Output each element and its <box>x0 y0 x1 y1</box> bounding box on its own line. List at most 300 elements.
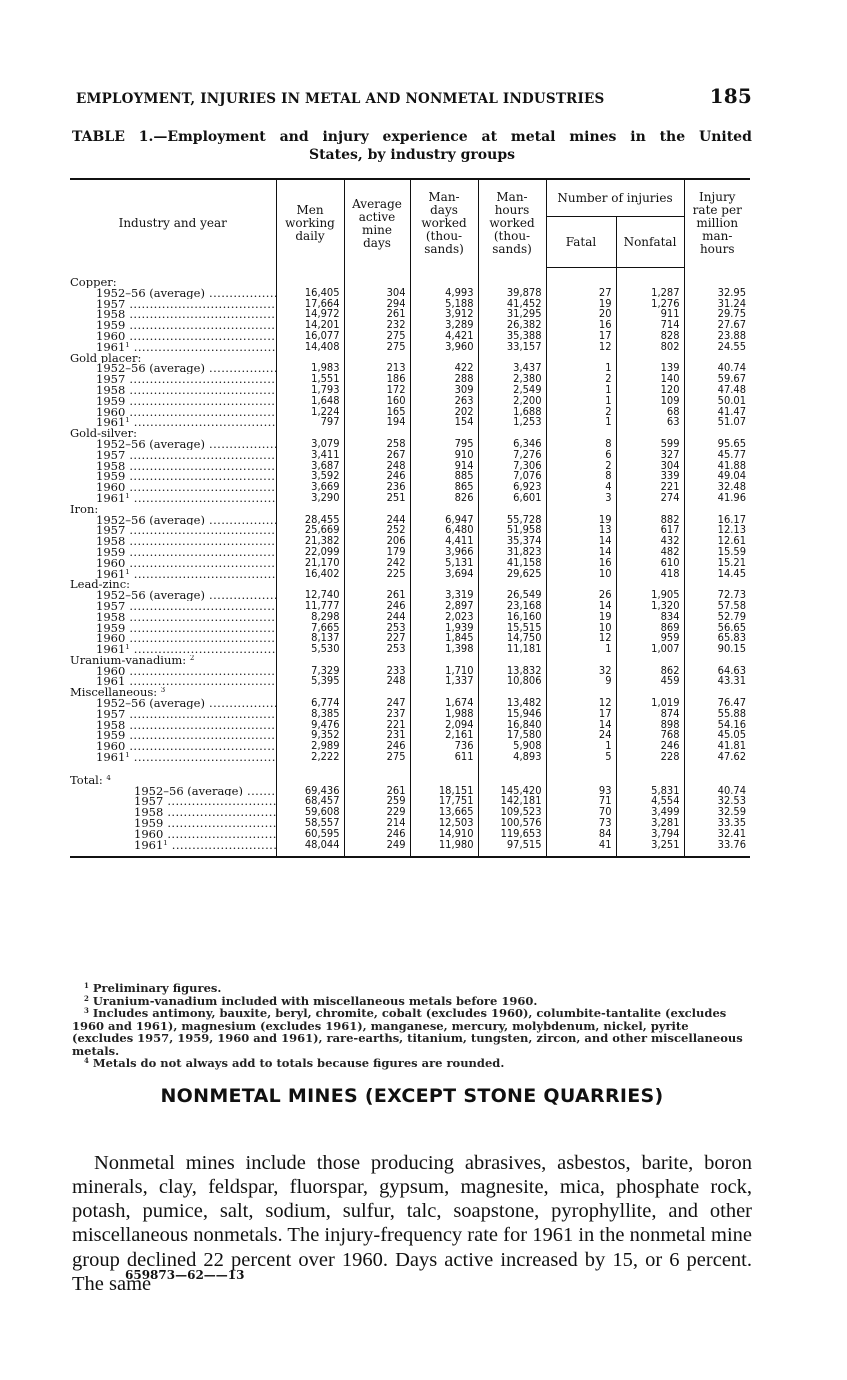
row-year: 1961 <box>96 568 126 580</box>
cell-fatal: 19 <box>546 299 616 310</box>
cell-mandays: 3,289 <box>410 320 478 331</box>
cell-manhours: 35,388 <box>478 331 546 342</box>
cell-rate: 54.16 <box>684 720 750 731</box>
cell-fatal: 27 <box>546 288 616 299</box>
row-year: 1960 <box>96 330 126 342</box>
cell-men: 16,402 <box>276 569 344 580</box>
row-year: 1958 <box>96 384 126 396</box>
cell-rate: 57.58 <box>684 601 750 612</box>
cell-fatal: 14 <box>546 720 616 731</box>
cell-rate: 29.75 <box>684 309 750 320</box>
leader-dots <box>163 807 276 818</box>
table-row <box>70 730 750 741</box>
cell-manhours: 14,750 <box>478 633 546 644</box>
cell-mandays: 1,845 <box>410 633 478 644</box>
running-head <box>76 84 752 108</box>
section-heading: NONMETAL MINES (EXCEPT STONE QUARRIES) <box>160 1085 664 1107</box>
cell-men: 16,077 <box>276 331 344 342</box>
footnote-ref: 3 <box>160 687 166 695</box>
cell-men: 3,079 <box>276 439 344 450</box>
cell-fatal: 8 <box>546 439 616 450</box>
table-caption-line1 <box>72 128 752 146</box>
leader-dots <box>130 569 276 580</box>
footnote-ref: 1 <box>125 492 130 500</box>
cell-nonfatal: 898 <box>616 720 684 731</box>
row-year: 1958 <box>96 719 126 731</box>
cell-nonfatal: 828 <box>616 331 684 342</box>
table-row <box>70 525 750 536</box>
cell-days: 252 <box>344 525 410 536</box>
cell-fatal: 16 <box>546 558 616 569</box>
cell-days: 244 <box>344 515 410 526</box>
cell-mandays: 6,947 <box>410 515 478 526</box>
cell-fatal: 2 <box>546 407 616 418</box>
cell-men: 2,222 <box>276 752 344 763</box>
cell-nonfatal: 617 <box>616 525 684 536</box>
cell-rate: 95.65 <box>684 439 750 450</box>
cell-manhours: 41,158 <box>478 558 546 569</box>
cell-manhours: 2,549 <box>478 385 546 396</box>
cell-mandays: 263 <box>410 396 478 407</box>
caption-word: mines <box>569 129 617 145</box>
cell-manhours: 26,382 <box>478 320 546 331</box>
cell-nonfatal: 3,251 <box>616 840 684 858</box>
cell-mandays: 3,960 <box>410 342 478 353</box>
cell-days: 258 <box>344 439 410 450</box>
cell-mandays: 1,939 <box>410 623 478 634</box>
cell-nonfatal: 1,320 <box>616 601 684 612</box>
cell-nonfatal: 221 <box>616 482 684 493</box>
leader-dots <box>125 720 276 731</box>
cell-mandays: 1,674 <box>410 698 478 709</box>
cell-mandays: 1,337 <box>410 676 478 687</box>
cell-fatal: 84 <box>546 829 616 840</box>
cell-rate: 27.67 <box>684 320 750 331</box>
row-year: 1961 <box>96 644 126 655</box>
row-year: 1952–56 (average) <box>96 287 205 299</box>
cell-nonfatal: 327 <box>616 450 684 461</box>
cell-fatal: 14 <box>546 547 616 558</box>
body-paragraph: Nonmetal mines include those producing abrasives, asbestos, barite, boron minerals, clay, feldspar, fluorspar, gypsum, magnesite, mica, phosphate rock, potash, pumice, salt, sodium, sulfur, talc, soapstone, pyrophyllite, and other miscellaneous nonmetals. The injury-frequency rate for 1961 in the nonmetal mine group declined 22 percent over 1960. Days active increased by 15, or 6 percent. The same <box>72 1151 752 1295</box>
row-year: 1961 <box>96 492 126 504</box>
cell-mandays: 154 <box>410 417 478 428</box>
header-men-working-daily: Men working daily <box>276 179 344 268</box>
cell-fatal: 12 <box>546 342 616 353</box>
footnote-mark: 2 <box>84 993 89 1003</box>
cell-men: 59,608 <box>276 807 344 818</box>
cell-rate: 76.47 <box>684 698 750 709</box>
cell-days: 206 <box>344 536 410 547</box>
cell-nonfatal: 911 <box>616 309 684 320</box>
cell-manhours: 26,549 <box>478 590 546 601</box>
table-row <box>70 752 750 763</box>
cell-fatal: 26 <box>546 590 616 601</box>
cell-fatal: 12 <box>546 698 616 709</box>
cell-manhours: 7,306 <box>478 461 546 472</box>
footnote-text: Uranium-vanadium included with miscellaneous metals before 1960. <box>92 993 538 1008</box>
leader-dots <box>125 547 276 558</box>
cell-mandays: 288 <box>410 374 478 385</box>
footnote-text: Includes antimony, bauxite, beryl, chromite, cobalt (excludes 1960), columbite-tantalite (excludes 1960 and 1961), magnesium (excludes 1961), manganese, mercury, molybdenum, nickel, pyrite (excludes 1957, 1959, 1960 and 1961), rare-earths, titanium, tungsten, zircon, and other miscellaneous metals. <box>72 1006 743 1058</box>
cell-nonfatal: 1,276 <box>616 299 684 310</box>
leader-dots <box>125 309 276 320</box>
leader-dots <box>125 623 276 634</box>
cell-days: 249 <box>344 840 410 858</box>
leader-dots <box>125 482 276 493</box>
cell-men: 1,648 <box>276 396 344 407</box>
row-year: 1961 <box>134 839 164 852</box>
category-row <box>70 277 750 288</box>
cell-days: 165 <box>344 407 410 418</box>
cell-days: 253 <box>344 644 410 655</box>
cell-mandays: 865 <box>410 482 478 493</box>
table-row <box>70 461 750 472</box>
cell-mandays: 736 <box>410 741 478 752</box>
cell-days: 231 <box>344 730 410 741</box>
cell-manhours: 23,168 <box>478 601 546 612</box>
cell-mandays: 17,751 <box>410 796 478 807</box>
cell-rate: 33.76 <box>684 840 750 858</box>
cell-manhours: 15,515 <box>478 623 546 634</box>
row-year: 1952–56 (average) <box>134 785 243 797</box>
leader-dots <box>163 829 276 840</box>
row-year: 1960 <box>134 828 164 840</box>
row-year: 1957 <box>96 449 126 461</box>
cell-men: 3,669 <box>276 482 344 493</box>
cell-rate: 12.13 <box>684 525 750 536</box>
table-row <box>70 818 750 829</box>
cell-rate: 32.59 <box>684 807 750 818</box>
row-year: 1957 <box>96 374 126 385</box>
category-row <box>70 504 750 515</box>
cell-fatal: 1 <box>546 385 616 396</box>
footnote <box>72 1007 752 1057</box>
cell-rate: 41.96 <box>684 493 750 504</box>
leader-dots <box>125 407 276 418</box>
footnote-ref: 1 <box>125 341 130 349</box>
cell-rate: 23.88 <box>684 331 750 342</box>
cell-nonfatal: 599 <box>616 439 684 450</box>
cell-fatal: 10 <box>546 569 616 580</box>
cell-rate: 41.47 <box>684 407 750 418</box>
cell-rate: 32.95 <box>684 288 750 299</box>
table-row <box>70 569 750 580</box>
cell-fatal: 70 <box>546 807 616 818</box>
caption-word: the <box>659 129 686 145</box>
cell-men: 1,224 <box>276 407 344 418</box>
page-number: 185 <box>709 84 752 108</box>
table-row <box>70 786 750 797</box>
leader-dots <box>205 288 276 299</box>
cell-manhours: 33,157 <box>478 342 546 353</box>
header-nonfatal: Nonfatal <box>616 217 684 268</box>
row-year: 1960 <box>96 633 126 645</box>
row-year: 1959 <box>134 818 164 829</box>
cell-nonfatal: 109 <box>616 396 684 407</box>
cell-fatal: 24 <box>546 730 616 741</box>
cell-days: 267 <box>344 450 410 461</box>
cell-mandays: 309 <box>410 385 478 396</box>
cell-rate: 59.67 <box>684 374 750 385</box>
cell-mandays: 14,910 <box>410 829 478 840</box>
table-row <box>70 623 750 634</box>
cell-manhours: 1,688 <box>478 407 546 418</box>
table-row <box>70 299 750 310</box>
leader-dots <box>163 818 276 829</box>
cell-rate: 43.31 <box>684 676 750 687</box>
cell-days: 237 <box>344 709 410 720</box>
row-year: 1959 <box>96 471 126 483</box>
employment-injury-table <box>70 178 750 858</box>
cell-manhours: 15,946 <box>478 709 546 720</box>
header-average-active-mine-days: Average active mine days <box>344 179 410 268</box>
cell-men: 69,436 <box>276 786 344 797</box>
cell-nonfatal: 959 <box>616 633 684 644</box>
printer-code: 659873—62——13 <box>125 1268 245 1282</box>
cell-manhours: 35,374 <box>478 536 546 547</box>
row-year: 1959 <box>96 320 126 331</box>
cell-rate: 32.48 <box>684 482 750 493</box>
cell-rate: 40.74 <box>684 786 750 797</box>
cell-rate: 15.59 <box>684 547 750 558</box>
footnote-ref: 2 <box>189 654 195 662</box>
cell-days: 247 <box>344 698 410 709</box>
cell-nonfatal: 140 <box>616 374 684 385</box>
cell-rate: 15.21 <box>684 558 750 569</box>
cell-nonfatal: 1,007 <box>616 644 684 655</box>
cell-men: 7,329 <box>276 666 344 677</box>
table-row <box>70 558 750 569</box>
cell-rate: 47.62 <box>684 752 750 763</box>
cell-rate: 12.61 <box>684 536 750 547</box>
table-row <box>70 536 750 547</box>
table-row <box>70 288 750 299</box>
cell-fatal: 14 <box>546 601 616 612</box>
leader-dots <box>125 601 276 612</box>
cell-men: 21,382 <box>276 536 344 547</box>
cell-days: 194 <box>344 417 410 428</box>
cell-days: 275 <box>344 331 410 342</box>
row-year: 1959 <box>96 395 126 407</box>
cell-days: 275 <box>344 752 410 763</box>
row-year: 1957 <box>96 525 126 537</box>
cell-men: 14,201 <box>276 320 344 331</box>
caption-word: United <box>698 129 752 145</box>
cell-men: 8,137 <box>276 633 344 644</box>
table-row <box>70 644 750 655</box>
table-row <box>70 320 750 331</box>
cell-days: 225 <box>344 569 410 580</box>
row-year: 1952–56 (average) <box>96 514 205 526</box>
cell-manhours: 1,253 <box>478 417 546 428</box>
footnote-ref: 1 <box>163 839 168 847</box>
cell-manhours: 13,832 <box>478 666 546 677</box>
cell-mandays: 4,421 <box>410 331 478 342</box>
row-year: 1960 <box>96 741 126 753</box>
table-header <box>70 179 750 268</box>
cell-fatal: 4 <box>546 482 616 493</box>
footnote-mark: 3 <box>84 1006 89 1015</box>
row-year: 1960 <box>96 557 126 569</box>
cell-days: 294 <box>344 299 410 310</box>
cell-days: 248 <box>344 676 410 687</box>
table-row <box>70 417 750 428</box>
cell-mandays: 2,023 <box>410 612 478 623</box>
caption-word: metal <box>510 129 556 145</box>
caption-word: and <box>279 129 309 145</box>
footnote-ref: 1 <box>125 417 130 425</box>
cell-fatal: 93 <box>546 786 616 797</box>
cell-mandays: 6,480 <box>410 525 478 536</box>
cell-days: 214 <box>344 818 410 829</box>
table-row <box>70 698 750 709</box>
table-row <box>70 407 750 418</box>
cell-men: 60,595 <box>276 829 344 840</box>
cell-manhours: 6,923 <box>478 482 546 493</box>
caption-word: 1.—Employment <box>138 129 266 145</box>
cell-mandays: 611 <box>410 752 478 763</box>
cell-mandays: 4,993 <box>410 288 478 299</box>
table-row <box>70 676 750 687</box>
cell-mandays: 3,966 <box>410 547 478 558</box>
leader-dots <box>125 612 276 623</box>
cell-fatal: 2 <box>546 461 616 472</box>
cell-manhours: 55,728 <box>478 515 546 526</box>
table-row <box>70 515 750 526</box>
cell-rate: 52.79 <box>684 612 750 623</box>
cell-nonfatal: 432 <box>616 536 684 547</box>
cell-nonfatal: 874 <box>616 709 684 720</box>
footnote-ref: 1 <box>125 644 130 652</box>
cell-rate: 64.63 <box>684 666 750 677</box>
category-row <box>70 428 750 439</box>
cell-rate: 47.48 <box>684 385 750 396</box>
cell-days: 233 <box>344 666 410 677</box>
cell-rate: 40.74 <box>684 363 750 374</box>
footnote-text: Preliminary figures. <box>92 981 222 995</box>
cell-fatal: 9 <box>546 676 616 687</box>
table-row <box>70 331 750 342</box>
footnote-ref: 1 <box>125 752 130 760</box>
cell-rate: 49.04 <box>684 471 750 482</box>
cell-rate: 33.35 <box>684 818 750 829</box>
cell-days: 251 <box>344 493 410 504</box>
cell-manhours: 29,625 <box>478 569 546 580</box>
cell-mandays: 2,094 <box>410 720 478 731</box>
cell-mandays: 5,131 <box>410 558 478 569</box>
cell-manhours: 2,380 <box>478 374 546 385</box>
cell-days: 246 <box>344 471 410 482</box>
row-year: 1952–56 (average) <box>96 363 205 375</box>
cell-days: 246 <box>344 829 410 840</box>
cell-fatal: 20 <box>546 309 616 320</box>
cell-rate: 90.15 <box>684 644 750 655</box>
header-injury-rate: Injury rate per million man- hours <box>684 179 750 268</box>
leader-dots <box>125 471 276 482</box>
table-row <box>70 396 750 407</box>
row-year: 1960 <box>96 665 126 677</box>
cell-mandays: 202 <box>410 407 478 418</box>
caption-word: injury <box>322 129 369 145</box>
table-row <box>70 342 750 353</box>
leader-dots <box>125 299 276 310</box>
cell-fatal: 6 <box>546 450 616 461</box>
category-row <box>70 579 750 590</box>
cell-nonfatal: 339 <box>616 471 684 482</box>
leader-dots <box>205 515 276 526</box>
caption-word: experience <box>382 129 468 145</box>
cell-days: 253 <box>344 623 410 634</box>
cell-nonfatal: 274 <box>616 493 684 504</box>
cell-mandays: 2,897 <box>410 601 478 612</box>
cell-mandays: 3,912 <box>410 309 478 320</box>
footnote-text: Metals do not always add to totals because figures are rounded. <box>92 1056 505 1070</box>
cell-manhours: 7,276 <box>478 450 546 461</box>
cell-fatal: 19 <box>546 515 616 526</box>
cell-nonfatal: 1,287 <box>616 288 684 299</box>
cell-mandays: 13,665 <box>410 807 478 818</box>
leader-dots <box>125 396 276 407</box>
cell-mandays: 11,980 <box>410 840 478 858</box>
table-row <box>70 450 750 461</box>
cell-nonfatal: 246 <box>616 741 684 752</box>
cell-men: 1,983 <box>276 363 344 374</box>
footnotes <box>72 982 752 1070</box>
header-fatal: Fatal <box>546 217 616 268</box>
cell-rate: 45.77 <box>684 450 750 461</box>
cell-fatal: 32 <box>546 666 616 677</box>
cell-fatal: 17 <box>546 331 616 342</box>
cell-fatal: 5 <box>546 752 616 763</box>
table-caption-line2: States, by industry groups <box>308 147 515 163</box>
cell-manhours: 5,908 <box>478 741 546 752</box>
cell-days: 244 <box>344 612 410 623</box>
caption-word: TABLE <box>72 129 125 145</box>
cell-men: 28,455 <box>276 515 344 526</box>
leader-dots <box>125 525 276 536</box>
leader-dots <box>125 741 276 752</box>
cell-men: 1,793 <box>276 385 344 396</box>
cell-mandays: 914 <box>410 461 478 472</box>
cell-days: 236 <box>344 482 410 493</box>
category-row <box>70 655 750 666</box>
category-row <box>70 687 750 698</box>
leader-dots <box>130 644 276 655</box>
cell-days: 179 <box>344 547 410 558</box>
cell-men: 3,592 <box>276 471 344 482</box>
category-name: Lead-zinc: <box>70 579 131 591</box>
cell-manhours: 31,823 <box>478 547 546 558</box>
row-year: 1961 <box>96 417 126 429</box>
footnote-ref: 4 <box>106 774 111 782</box>
cell-days: 261 <box>344 590 410 601</box>
leader-dots <box>205 439 276 450</box>
cell-manhours: 11,181 <box>478 644 546 655</box>
leader-dots <box>205 363 276 374</box>
cell-days: 172 <box>344 385 410 396</box>
cell-mandays: 12,503 <box>410 818 478 829</box>
table-row <box>70 385 750 396</box>
cell-fatal: 1 <box>546 417 616 428</box>
cell-fatal: 1 <box>546 363 616 374</box>
cell-nonfatal: 1,905 <box>616 590 684 601</box>
cell-rate: 32.53 <box>684 796 750 807</box>
leader-dots <box>205 590 276 601</box>
table-row <box>70 363 750 374</box>
cell-manhours: 3,437 <box>478 363 546 374</box>
row-year: 1958 <box>96 309 126 321</box>
leader-dots <box>125 709 276 720</box>
